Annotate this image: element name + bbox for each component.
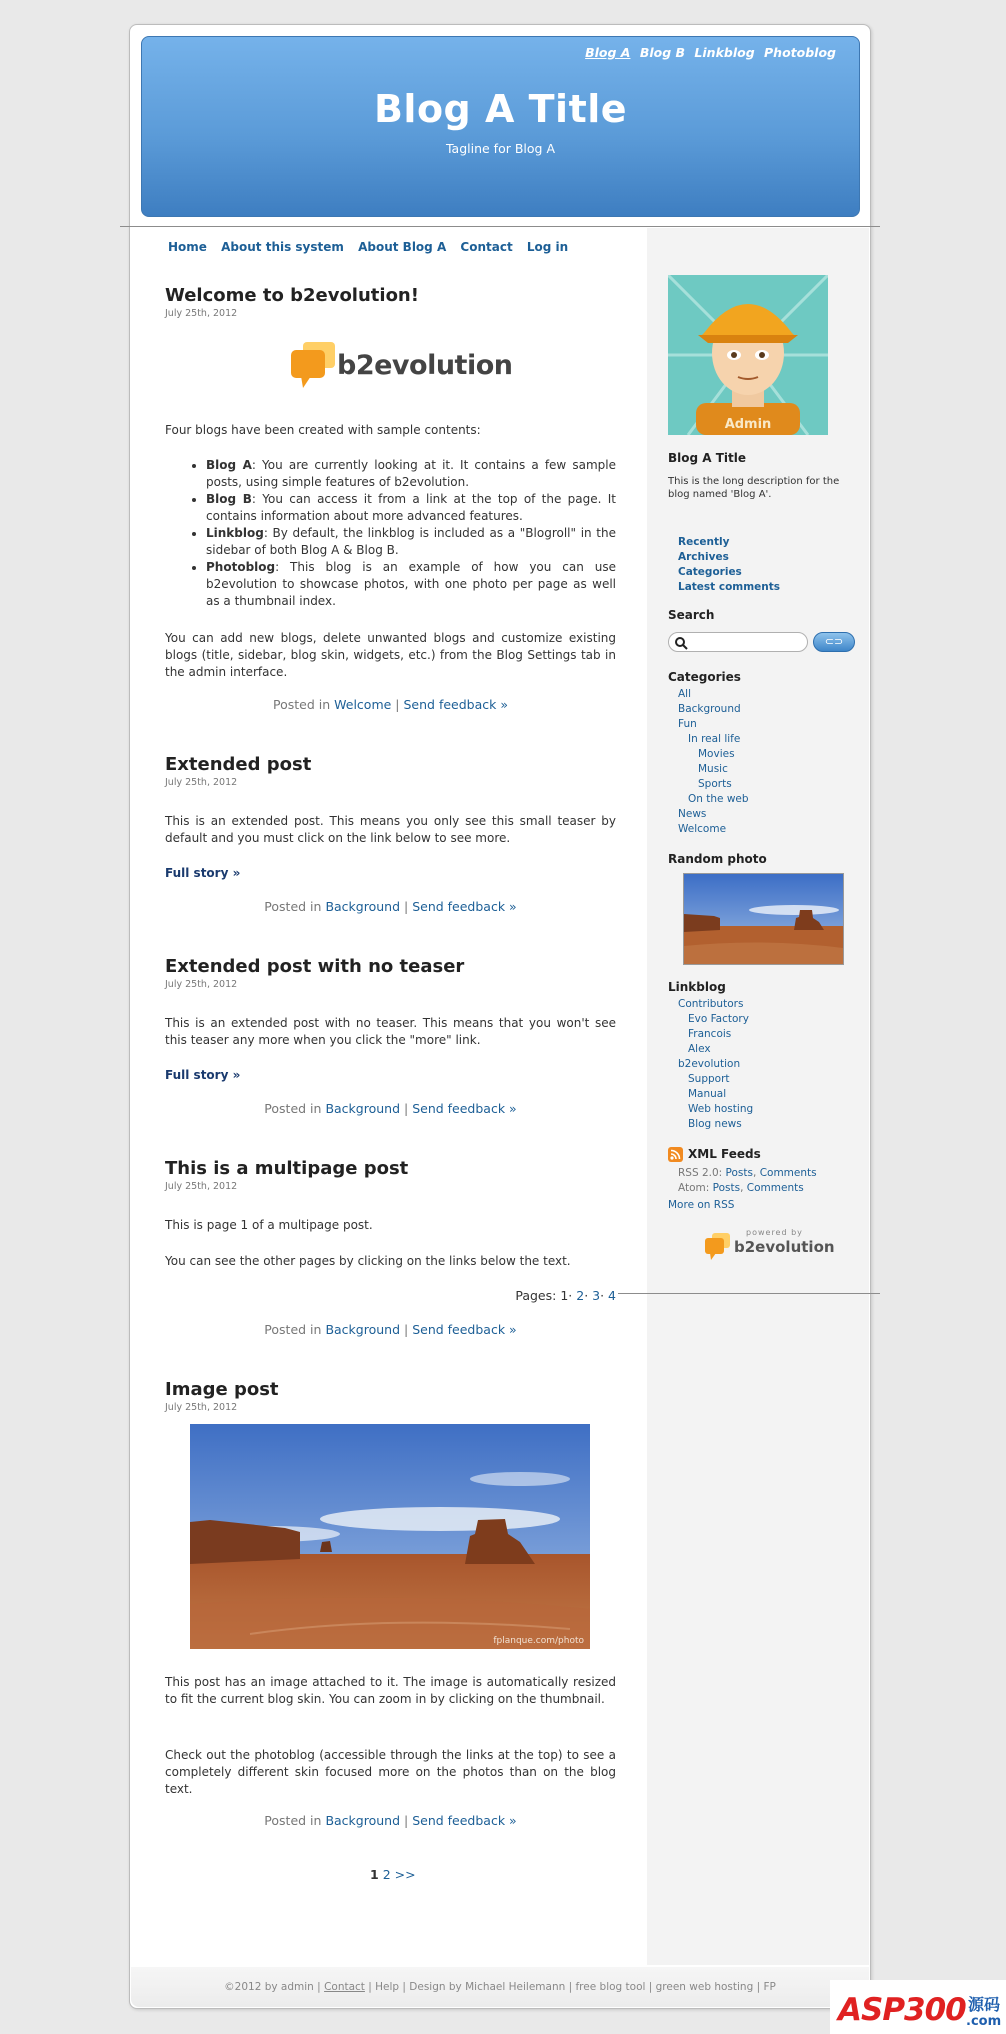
post-body: This is an extended post. This means you only see this small teaser by default and you must click on the link below to see more. bbox=[165, 814, 616, 845]
post-body: This is an extended post with no teaser. This means that you won't see this teaser any more when you click the "more" link. bbox=[165, 1016, 616, 1047]
full-story-link[interactable]: Full story » bbox=[165, 866, 241, 880]
feedback-link[interactable]: Send feedback » bbox=[403, 697, 508, 712]
post-welcome bbox=[165, 285, 616, 712]
category-music[interactable]: Music bbox=[698, 763, 728, 775]
posted-in-label: Posted in bbox=[264, 899, 322, 914]
category-link[interactable]: Background bbox=[325, 1101, 401, 1116]
feedback-link[interactable]: Send feedback » bbox=[412, 1813, 517, 1828]
powered-by-name: b2evolution bbox=[734, 1238, 835, 1256]
blog-description: This is the long description for the blog named 'Blog A'. bbox=[668, 476, 840, 500]
rss-icon bbox=[668, 1147, 683, 1162]
category-on-the-web[interactable]: On the web bbox=[688, 793, 749, 805]
linkblog-francois[interactable]: Francois bbox=[688, 1028, 732, 1040]
post-title[interactable]: This is a multipage post bbox=[165, 1158, 409, 1179]
posted-in-label: Posted in bbox=[264, 1813, 322, 1828]
xml-feeds-widget bbox=[668, 1147, 868, 1213]
post-outro: You can add new blogs, delete unwanted blogs and customize existing blogs (title, sidebar, blog skin, widgets, etc.) from the Blog Settings tab in the admin interface. bbox=[165, 631, 616, 679]
post-footer: Posted in Background | Send feedback » bbox=[264, 1322, 517, 1337]
pagination bbox=[370, 1867, 416, 1882]
watermark-logo bbox=[830, 1980, 1006, 2034]
page-3-link[interactable]: 3 bbox=[592, 1288, 601, 1303]
list-item: • Blog B: You can access it from a link at the top of the page. It contains information about more advanced features. bbox=[206, 491, 616, 525]
blog-info bbox=[668, 451, 868, 501]
random-photo-thumbnail[interactable] bbox=[683, 873, 844, 965]
search-title: Search bbox=[668, 608, 715, 622]
nav-home[interactable]: Home bbox=[168, 240, 207, 254]
post-image bbox=[165, 1379, 616, 1828]
linkblog-web-hosting[interactable]: Web hosting bbox=[688, 1103, 754, 1115]
tab-blog-a[interactable]: Blog A bbox=[585, 45, 631, 60]
category-all[interactable]: All bbox=[678, 688, 692, 700]
feedback-link[interactable]: Send feedback » bbox=[412, 1322, 517, 1337]
linkblog-support[interactable]: Support bbox=[688, 1073, 730, 1085]
category-link[interactable]: Welcome bbox=[334, 697, 392, 712]
atom-feed-row: Atom: Posts, Comments bbox=[678, 1182, 804, 1194]
list-item: • Blog A: You are currently looking at it. It contains a few sample posts, using simple features of b2evolution. bbox=[206, 457, 616, 491]
avatar-label: Admin bbox=[724, 417, 772, 432]
linkblog-widget bbox=[668, 980, 868, 1132]
menu-categories[interactable]: Categories bbox=[678, 566, 742, 578]
post-body: This post has an image attached to it. The image is automatically resized to fit the current blog skin. You can zoom in by clicking on the thumbnail. bbox=[165, 1675, 616, 1706]
blog-header bbox=[141, 36, 860, 217]
menu-latest-comments[interactable]: Latest comments bbox=[678, 581, 781, 593]
search-icon bbox=[674, 636, 688, 650]
list-item: • Photoblog: This blog is an example of how you can use b2evolution to showcase photos, with one photo per page as well as a thumbnail index. bbox=[206, 559, 616, 610]
menu-archives[interactable]: Archives bbox=[678, 551, 729, 563]
post-date: July 25th, 2012 bbox=[165, 777, 238, 788]
category-movies[interactable]: Movies bbox=[698, 748, 735, 760]
post-date: July 25th, 2012 bbox=[165, 1181, 238, 1192]
rss-comments-link[interactable]: Comments bbox=[759, 1167, 817, 1179]
speech-bubble-icon bbox=[704, 1232, 732, 1262]
speech-bubble-icon bbox=[289, 340, 339, 392]
atom-posts-link[interactable]: Posts bbox=[712, 1182, 741, 1194]
tab-linkblog[interactable]: Linkblog bbox=[694, 45, 755, 60]
category-sports[interactable]: Sports bbox=[698, 778, 732, 790]
post-footer: Posted in Background | Send feedback » bbox=[264, 899, 517, 914]
post-date: July 25th, 2012 bbox=[165, 308, 238, 319]
feedback-link[interactable]: Send feedback » bbox=[412, 1101, 517, 1116]
watermark-sub: 源码 bbox=[968, 1995, 1001, 2014]
nav-login[interactable]: Log in bbox=[526, 240, 569, 254]
post-body: You can see the other pages by clicking on the links below the text. bbox=[165, 1254, 571, 1268]
xml-feeds-title: XML Feeds bbox=[688, 1147, 761, 1161]
atom-label: Atom: bbox=[678, 1182, 710, 1194]
more-on-rss-link[interactable]: More on RSS bbox=[668, 1199, 735, 1211]
powered-by-badge[interactable] bbox=[704, 1228, 834, 1260]
logo-text: b2evolution bbox=[337, 350, 513, 381]
post-extended-no-teaser bbox=[165, 956, 616, 1116]
sidebar-menu bbox=[678, 535, 878, 595]
category-link[interactable]: Background bbox=[325, 1322, 401, 1337]
random-photo-widget bbox=[668, 852, 868, 866]
posted-in-label: Posted in bbox=[264, 1101, 322, 1116]
category-background[interactable]: Background bbox=[678, 703, 741, 715]
linkblog-title: Linkblog bbox=[668, 980, 726, 994]
post-multipage bbox=[165, 1158, 616, 1337]
menu-recently[interactable]: Recently bbox=[678, 536, 730, 548]
post-footer: Posted in Background | Send feedback » bbox=[264, 1101, 517, 1116]
image-caption: fplanque.com/photo bbox=[493, 1636, 584, 1646]
linkblog-b2evolution[interactable]: b2evolution bbox=[678, 1058, 741, 1070]
footer bbox=[130, 1981, 870, 1993]
nav-about-system[interactable]: About this system bbox=[221, 240, 344, 254]
post-extended bbox=[165, 754, 616, 914]
page-2-link[interactable]: 2 bbox=[576, 1288, 585, 1303]
b2evolution-logo bbox=[289, 340, 513, 395]
rss-feed-row: RSS 2.0: Posts, Comments bbox=[678, 1167, 817, 1179]
tab-blog-b[interactable]: Blog B bbox=[639, 45, 686, 60]
rss-posts-link[interactable]: Posts bbox=[725, 1167, 753, 1179]
footer-copyright: ©2012 by admin | bbox=[224, 1981, 321, 1993]
post-footer: Posted in Welcome | Send feedback » bbox=[273, 697, 508, 712]
post-intro: Four blogs have been created with sample contents: bbox=[165, 423, 481, 437]
footer-contact-link[interactable]: Contact bbox=[324, 1981, 365, 1993]
post-title[interactable]: Extended post with no teaser bbox=[165, 956, 465, 977]
nav-about-blog[interactable]: About Blog A bbox=[358, 240, 447, 254]
rss-label: RSS 2.0: bbox=[678, 1167, 723, 1179]
category-welcome[interactable]: Welcome bbox=[678, 823, 727, 835]
linkblog-manual[interactable]: Manual bbox=[688, 1088, 727, 1100]
category-news[interactable]: News bbox=[678, 808, 707, 820]
blog-switcher bbox=[580, 45, 836, 60]
powered-by-label: powered by bbox=[746, 1228, 803, 1237]
page-4-link[interactable]: 4 bbox=[608, 1288, 616, 1303]
next-page-link[interactable]: 2 bbox=[382, 1867, 391, 1882]
nav-contact[interactable]: Contact bbox=[460, 240, 513, 254]
post-footer: Posted in Background | Send feedback » bbox=[264, 1813, 517, 1828]
sidebar-blog-title: Blog A Title bbox=[668, 451, 747, 465]
category-fun[interactable]: Fun bbox=[678, 718, 697, 730]
post-title[interactable]: Welcome to b2evolution! bbox=[165, 285, 419, 306]
page-links: Pages: 1· 2· 3· 4 bbox=[515, 1288, 616, 1303]
post-body: Check out the photoblog (accessible through the links at the top) to see a completely different skin focused more on the photos than on the blog text. bbox=[165, 1748, 616, 1796]
current-page: 1 bbox=[370, 1867, 379, 1882]
post-image-thumbnail[interactable] bbox=[190, 1424, 590, 1649]
category-in-real-life[interactable]: In real life bbox=[688, 733, 741, 745]
desert-thumbnail bbox=[684, 874, 843, 964]
search-submit-button[interactable] bbox=[813, 632, 855, 652]
categories-widget bbox=[668, 670, 868, 837]
category-link[interactable]: Background bbox=[325, 899, 401, 914]
search-input[interactable] bbox=[668, 632, 808, 652]
watermark-text: ASP300 bbox=[838, 1992, 966, 2028]
divider-line bbox=[120, 226, 880, 227]
admin-avatar-image bbox=[668, 275, 828, 435]
linkblog-contributors[interactable]: Contributors bbox=[678, 998, 744, 1010]
post-body: This is page 1 of a multipage post. bbox=[165, 1218, 373, 1232]
desert-photo bbox=[190, 1424, 590, 1649]
main-menu bbox=[168, 240, 578, 254]
post-title[interactable]: Extended post bbox=[165, 754, 312, 775]
linkblog-blog-news[interactable]: Blog news bbox=[688, 1118, 742, 1130]
go-icon: ⊂⊃ bbox=[824, 635, 844, 648]
post-title[interactable]: Image post bbox=[165, 1379, 279, 1400]
divider-line bbox=[618, 1293, 880, 1294]
pages-label: Pages: bbox=[515, 1288, 557, 1303]
categories-title: Categories bbox=[668, 670, 741, 684]
atom-comments-link[interactable]: Comments bbox=[746, 1182, 804, 1194]
linkblog-alex[interactable]: Alex bbox=[688, 1043, 711, 1055]
blog-list bbox=[165, 457, 616, 610]
list-item: • Linkblog: By default, the linkblog is included as a "Blogroll" in the sidebar of both Blog A & Blog B. bbox=[206, 525, 616, 559]
avatar[interactable] bbox=[668, 275, 828, 435]
posted-in-label: Posted in bbox=[264, 1322, 322, 1337]
watermark-com: .com bbox=[966, 2014, 1002, 2029]
post-date: July 25th, 2012 bbox=[165, 1402, 238, 1413]
blog-tagline: Tagline for Blog A bbox=[445, 141, 555, 156]
tab-photoblog[interactable]: Photoblog bbox=[764, 45, 836, 60]
random-photo-title: Random photo bbox=[668, 852, 767, 866]
blog-title[interactable]: Blog A Title bbox=[373, 87, 628, 131]
feedback-link[interactable]: Send feedback » bbox=[412, 899, 517, 914]
next-link[interactable]: >> bbox=[394, 1867, 416, 1882]
category-link[interactable]: Background bbox=[325, 1813, 401, 1828]
page-1: 1 bbox=[560, 1288, 569, 1303]
post-date: July 25th, 2012 bbox=[165, 979, 238, 990]
posted-in-label: Posted in bbox=[273, 697, 331, 712]
linkblog-evo-factory[interactable]: Evo Factory bbox=[688, 1013, 749, 1025]
search-widget bbox=[668, 608, 868, 648]
footer-links: | Help | Design by Michael Heilemann | free blog tool | green web hosting | FP bbox=[368, 1981, 776, 1993]
full-story-link[interactable]: Full story » bbox=[165, 1068, 241, 1082]
